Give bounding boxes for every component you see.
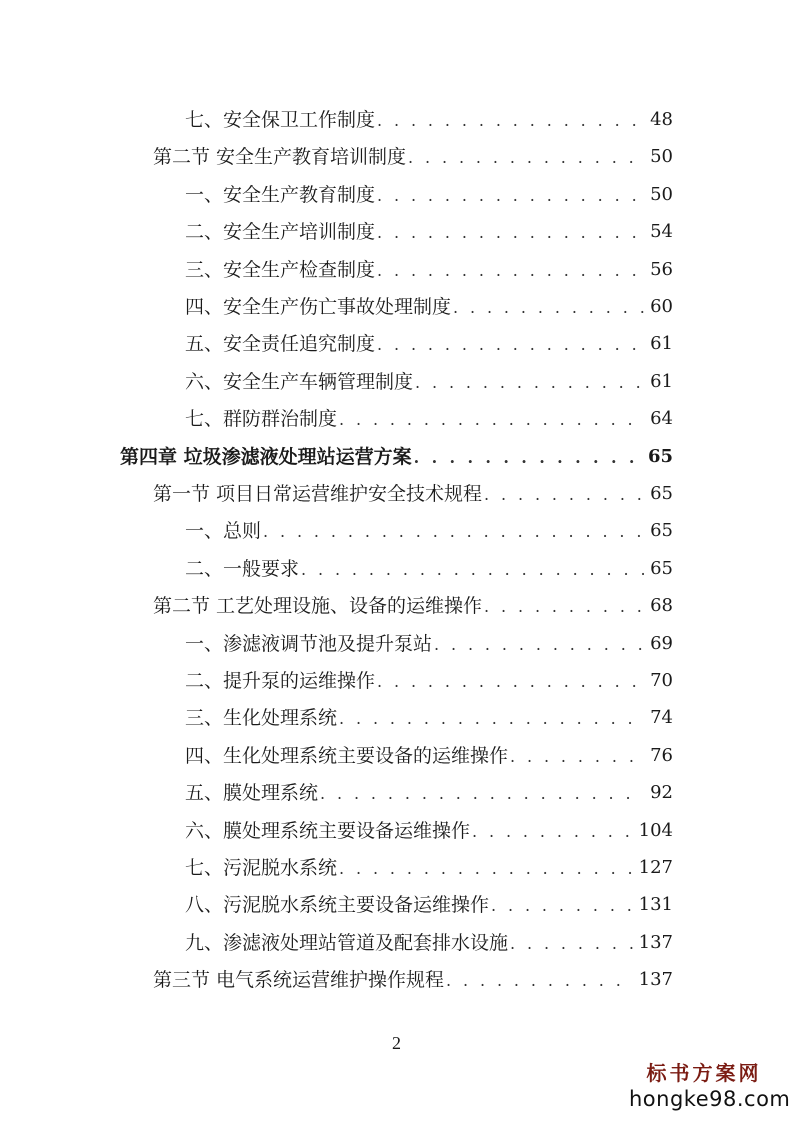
toc-entry-title: 五、膜处理系统 (185, 782, 319, 805)
toc-page-number: 54 (650, 221, 673, 243)
toc-dot-leader (408, 147, 644, 169)
toc-dot-leader (484, 596, 644, 618)
toc-entry-title: 二、安全生产培训制度 (185, 221, 376, 244)
toc-dot-leader (510, 746, 644, 768)
toc-dot-leader (339, 858, 633, 880)
toc-entry-item (185, 216, 673, 244)
toc-page-number: 69 (650, 632, 673, 654)
toc-dot-leader (377, 222, 644, 244)
toc-entry-section (153, 478, 673, 506)
toc-entry-title: 第三节 电气系统运营维护操作规程 (153, 969, 445, 992)
page-number: 2 (392, 1033, 401, 1053)
toc-entry-title: 五、安全责任追究制度 (185, 333, 376, 356)
toc-entry-item (185, 179, 673, 207)
toc-entry-title: 第四章 垃圾渗滤液处理站运营方案 (120, 445, 412, 468)
toc-page-number: 104 (638, 819, 673, 841)
toc-entry-item (185, 291, 673, 319)
toc-dot-leader (415, 372, 644, 394)
toc-entry-item (185, 815, 673, 843)
toc-dot-leader (434, 634, 644, 656)
toc-dot-leader (491, 895, 633, 917)
toc-page-number: 137 (638, 931, 673, 953)
toc-entry-section (153, 141, 673, 169)
toc-page-number: 76 (650, 744, 673, 766)
toc-entry-item (185, 553, 673, 581)
toc-entry-item (185, 702, 673, 730)
toc-dot-leader (453, 297, 644, 319)
toc-entry-title: 第二节 工艺处理设施、设备的运维操作 (153, 595, 483, 618)
toc-entry-item (185, 104, 673, 132)
toc-entry-title: 七、群防群治制度 (185, 408, 338, 431)
toc-entry-title: 四、安全生产伤亡事故处理制度 (185, 296, 452, 318)
toc-entry-chapter (120, 441, 673, 469)
toc-entry-section (153, 590, 673, 618)
toc-entry-title: 四、生化处理系统主要设备的运维操作 (185, 744, 509, 767)
toc-entry-item (185, 254, 673, 282)
toc-entry-title: 七、污泥脱水系统 (185, 857, 338, 879)
toc-entry-title: 二、一般要求 (185, 557, 300, 580)
toc-entry-title: 八、污泥脱水系统主要设备运维操作 (185, 894, 490, 917)
toc-page-number: 65 (647, 445, 673, 467)
toc-dot-leader (320, 783, 644, 805)
toc-entry-item (185, 740, 673, 768)
toc-page-number: 68 (650, 595, 673, 617)
toc-page-number: 50 (650, 146, 673, 168)
toc-dot-leader (472, 821, 633, 843)
watermark-title: 标书方案网 (646, 1061, 762, 1085)
toc-entry-title: 第一节 项目日常运营维护安全技术规程 (153, 483, 483, 505)
toc-dot-leader (484, 484, 644, 506)
toc-entry-item (185, 515, 673, 543)
toc-entry-item (185, 328, 673, 356)
toc-page-number: 60 (650, 296, 673, 317)
toc-page-number: 61 (650, 333, 673, 355)
toc-page-number: 70 (650, 670, 673, 691)
toc-page-number: 137 (638, 969, 673, 991)
toc-page-number: 65 (650, 520, 673, 542)
toc-entry-title: 二、提升泵的运维操作 (185, 670, 376, 692)
toc-entry-title: 六、安全生产车辆管理制度 (185, 370, 414, 393)
toc-entry-section (153, 964, 673, 992)
toc-entry-title: 第二节 安全生产教育培训制度 (153, 146, 407, 169)
toc-dot-leader (446, 970, 633, 992)
toc-page-number: 48 (650, 109, 673, 130)
watermark-url: hongke98.com (629, 1087, 791, 1111)
toc-dot-leader (377, 260, 644, 282)
toc-dot-leader (377, 185, 644, 207)
toc-entry-title: 三、安全生产检查制度 (185, 258, 376, 281)
toc-entry-title: 七、安全保卫工作制度 (185, 109, 376, 131)
toc-entry-item (185, 852, 673, 880)
toc-dot-leader (377, 334, 644, 356)
toc-page-number: 61 (650, 370, 673, 392)
toc-page-number: 127 (638, 857, 673, 878)
toc-entry-item (185, 628, 673, 656)
toc-dot-leader (301, 559, 644, 581)
toc-page-number: 56 (650, 258, 673, 280)
toc-entry-title: 三、生化处理系统 (185, 707, 338, 730)
toc-entry-title: 九、渗滤液处理站管道及配套排水设施 (185, 931, 509, 954)
toc-page-number: 92 (650, 782, 673, 804)
toc-page-number: 50 (650, 183, 673, 205)
toc-page-number: 74 (650, 707, 673, 729)
toc-entry-title: 一、安全生产教育制度 (185, 183, 376, 206)
watermark-logo (629, 1060, 791, 1112)
toc-entry-item (185, 777, 673, 805)
toc-entry-item (185, 366, 673, 394)
toc-dot-leader (263, 521, 644, 543)
toc-entry-item (185, 403, 673, 431)
toc-entry-title: 一、总则 (185, 520, 262, 543)
toc-dot-leader (377, 110, 644, 132)
toc-entry-item (185, 927, 673, 955)
toc-page-number: 65 (650, 483, 673, 504)
toc-dot-leader (339, 708, 644, 730)
toc-page-number: 131 (638, 894, 673, 916)
toc-entry-item (185, 665, 673, 693)
toc-dot-leader (510, 933, 633, 955)
toc-entry-title: 六、膜处理系统主要设备运维操作 (185, 819, 471, 842)
toc-entry-title: 一、渗滤液调节池及提升泵站 (185, 632, 433, 655)
toc-dot-leader (339, 409, 644, 431)
toc-page-number: 64 (650, 408, 673, 430)
toc-entry-item (185, 889, 673, 917)
toc-page-number: 65 (650, 557, 673, 579)
toc-dot-leader (377, 671, 644, 693)
toc-dot-leader (414, 447, 642, 469)
